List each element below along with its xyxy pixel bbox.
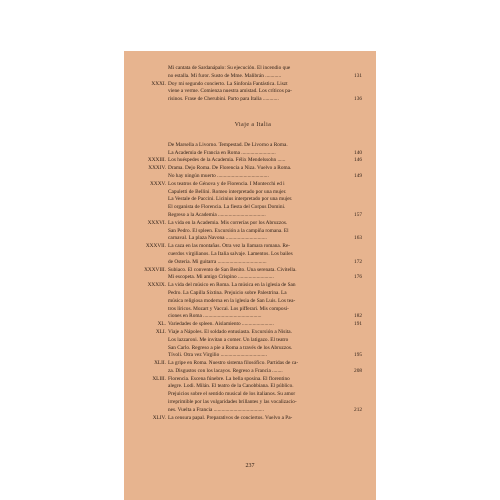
page-ref: 191 bbox=[354, 321, 362, 328]
summary-line: Tívoli. Otra vez Virgilio ................................... bbox=[168, 352, 267, 359]
summary-line: Viaje a Nápoles. El soldado entusiasta. Excursión a Nisita. bbox=[168, 328, 292, 335]
summary-line: carnaval. La plaza Navona ............................... bbox=[168, 235, 267, 242]
chapter-number: XLII. bbox=[154, 360, 166, 367]
toc-entry bbox=[144, 243, 362, 266]
summary-line: La caza en las montañas. Otra vez la llamara romana. Re- bbox=[168, 243, 291, 250]
chapter-number: XXXVI. bbox=[147, 219, 166, 226]
toc-entry bbox=[144, 360, 362, 376]
toc-entry bbox=[144, 267, 362, 283]
summary-line: ciones en Roma ............................................ bbox=[168, 313, 262, 320]
chapter-summary bbox=[168, 157, 362, 165]
chapter-number: XXXIX. bbox=[147, 282, 166, 289]
toc-entry bbox=[144, 81, 362, 104]
summary-line: Variedades de spleen. Aislamiento ........................ bbox=[168, 321, 274, 328]
summary-line: De Marsella a Livorno. Tempestad. De Livorno a Roma. bbox=[168, 141, 288, 148]
summary-line: Los lazzaroni. Me invitan a comer. Un latigazo. El teatro bbox=[168, 336, 289, 343]
toc-entries-after bbox=[144, 142, 362, 423]
toc-entry bbox=[144, 329, 362, 360]
toc-entry bbox=[144, 321, 362, 329]
toc-entry bbox=[144, 282, 362, 321]
summary-line: No hay ningún muerto ....................................... bbox=[168, 172, 269, 179]
toc-entries-before bbox=[144, 65, 362, 104]
page-ref: 146 bbox=[354, 157, 362, 164]
chapter-number: XXXVIII. bbox=[144, 266, 166, 273]
summary-line: nes. Vuelta a Francia ...................................... bbox=[168, 406, 264, 413]
summary-line: La vida del músico en Roma. La música en la iglesia de San bbox=[168, 282, 296, 289]
book-page bbox=[124, 51, 376, 500]
summary-line: San Carlo. Regreso a pie a Roma a través de los Abruzzos. bbox=[168, 344, 293, 351]
chapter-number: XXXI. bbox=[151, 80, 166, 87]
table-of-contents bbox=[144, 65, 362, 422]
summary-line: Pedro. La Capilla Sixtina. Prejuicio sobre Palestrina. La bbox=[168, 289, 287, 296]
chapter-summary bbox=[168, 282, 362, 321]
summary-line: Mi escopeta. Mi amigo Crispino ........................... bbox=[168, 274, 274, 281]
page-ref: 140 bbox=[354, 149, 362, 156]
summary-line: irreprimible por las vulgaridades brillantes y las vocalizacio- bbox=[168, 399, 297, 406]
page-number: 237 bbox=[245, 463, 255, 469]
page-ref: 208 bbox=[354, 367, 362, 374]
chapter-number: XXXIV. bbox=[148, 165, 166, 172]
chapter-summary bbox=[168, 81, 362, 104]
page-ref: 157 bbox=[354, 211, 362, 218]
toc-entry bbox=[144, 165, 362, 181]
summary-line: Regreso a la Academia .................................... bbox=[168, 211, 266, 218]
chapter-summary bbox=[168, 360, 362, 376]
chapter-summary bbox=[168, 243, 362, 266]
chapter-summary bbox=[168, 415, 362, 423]
toc-entry bbox=[144, 220, 362, 243]
summary-line: Prejuicios sobre el sentido musical de los italianos. Su amor bbox=[168, 391, 296, 398]
summary-line: alegre. Lodi. Milán. El teatro de la Canobbiana. El público. bbox=[168, 383, 294, 390]
chapter-number: XXXIII. bbox=[147, 157, 166, 164]
page-ref: 176 bbox=[354, 274, 362, 281]
page-ref: 172 bbox=[354, 258, 362, 265]
chapter-summary bbox=[168, 267, 362, 283]
summary-line: Capuletti de Bellini. Romeo interpretado por una mujer. bbox=[168, 188, 287, 195]
chapter-number: XXXVII. bbox=[145, 243, 166, 250]
summary-line: cuerdos virgilianos. La Italia salvaje. Lamentos. Los bailes bbox=[168, 250, 293, 257]
toc-entry bbox=[144, 157, 362, 165]
chapter-number: XLIII. bbox=[152, 375, 166, 382]
page-ref: 163 bbox=[354, 235, 362, 242]
summary-line: música religiosa moderna en la iglesia de San Luis. Los tea- bbox=[168, 297, 296, 304]
summary-line: viene a verme. Comienza nuestra amistad. Los críticos pa- bbox=[168, 88, 292, 95]
toc-entry bbox=[144, 65, 362, 81]
toc-entry bbox=[144, 376, 362, 415]
toc-entry bbox=[144, 142, 362, 158]
summary-line: tros líricos. Mozart y Vaccai. Los pifferari. Mis composi- bbox=[168, 305, 289, 312]
chapter-summary bbox=[168, 376, 362, 415]
chapter-number: XXXV. bbox=[150, 180, 166, 187]
chapter-number: XLIV. bbox=[152, 414, 166, 421]
summary-line: Los teatros de Génova y de Florencia. I Montecchi ed i bbox=[168, 180, 285, 187]
toc-entry bbox=[144, 415, 362, 423]
chapter-number: XLI. bbox=[155, 328, 166, 335]
page-ref: 195 bbox=[354, 352, 362, 359]
summary-line: Los huéspedes de la Academia. Félix Mendelssohn ...... bbox=[168, 157, 286, 164]
page-ref: 212 bbox=[354, 406, 362, 413]
summary-line: Subiaco. El convento de San Benito. Una serenata. Civitella. bbox=[168, 266, 297, 273]
chapter-summary bbox=[168, 181, 362, 220]
summary-line: risinos. Frase de Cherubini. Parto para Italia ............ bbox=[168, 96, 279, 103]
summary-line: Drama. Dejo Roma. De Florencia a Niza. Vuelvo a Roma. bbox=[168, 165, 292, 172]
section-title: Viaje a Italia bbox=[234, 121, 272, 128]
summary-line: Doy mi segundo concierto. La Sinfonía Fantástica. Liszt bbox=[168, 80, 288, 87]
summary-line: La Vestale de Paccini. Licinius interpretado por una mujer. bbox=[168, 196, 293, 203]
summary-line: za. Disgustos con los lacayos. Regreso a Francia ........ bbox=[168, 367, 283, 374]
page-ref: 149 bbox=[354, 172, 362, 179]
page-ref: 136 bbox=[354, 96, 362, 103]
summary-line: Mi cantata de Sardanápalo: Su ejecución. El incendio que bbox=[168, 65, 291, 71]
chapter-summary bbox=[168, 142, 362, 158]
chapter-summary bbox=[168, 220, 362, 243]
summary-line: La censura papal. Preparativos de conciertos. Vuelvo a Pa- bbox=[168, 414, 293, 421]
summary-line: Florencia. Escena fúnebre. La bella sposina. El florentino bbox=[168, 375, 290, 382]
chapter-summary bbox=[168, 321, 362, 329]
summary-line: La gripe en Roma. Nuestro sistema filosófico. Partidas de ca- bbox=[168, 360, 299, 367]
chapter-summary bbox=[168, 165, 362, 181]
summary-line: El organista de Florencia. La fiesta del Corpus Domini. bbox=[168, 204, 286, 211]
summary-line: La Academia de Francia en Roma .......................... bbox=[168, 149, 276, 156]
chapter-summary bbox=[168, 329, 362, 360]
chapter-summary bbox=[168, 65, 362, 81]
summary-line: La vida en la Academia. Mis correrías por los Abruzzos. bbox=[168, 219, 288, 226]
summary-line: San Pedro. El spleen. Excursión a la campiña romana. El bbox=[168, 227, 289, 234]
summary-line: no estalla. Mi furor. Susto de Mme. Malibrán ............ bbox=[168, 72, 282, 79]
chapter-number: XL. bbox=[157, 321, 166, 328]
page-ref: 182 bbox=[354, 313, 362, 320]
summary-line: de Osteria. Mi guitarra ..................................... bbox=[168, 258, 267, 265]
page-ref: 131 bbox=[354, 72, 362, 79]
toc-entry bbox=[144, 181, 362, 220]
